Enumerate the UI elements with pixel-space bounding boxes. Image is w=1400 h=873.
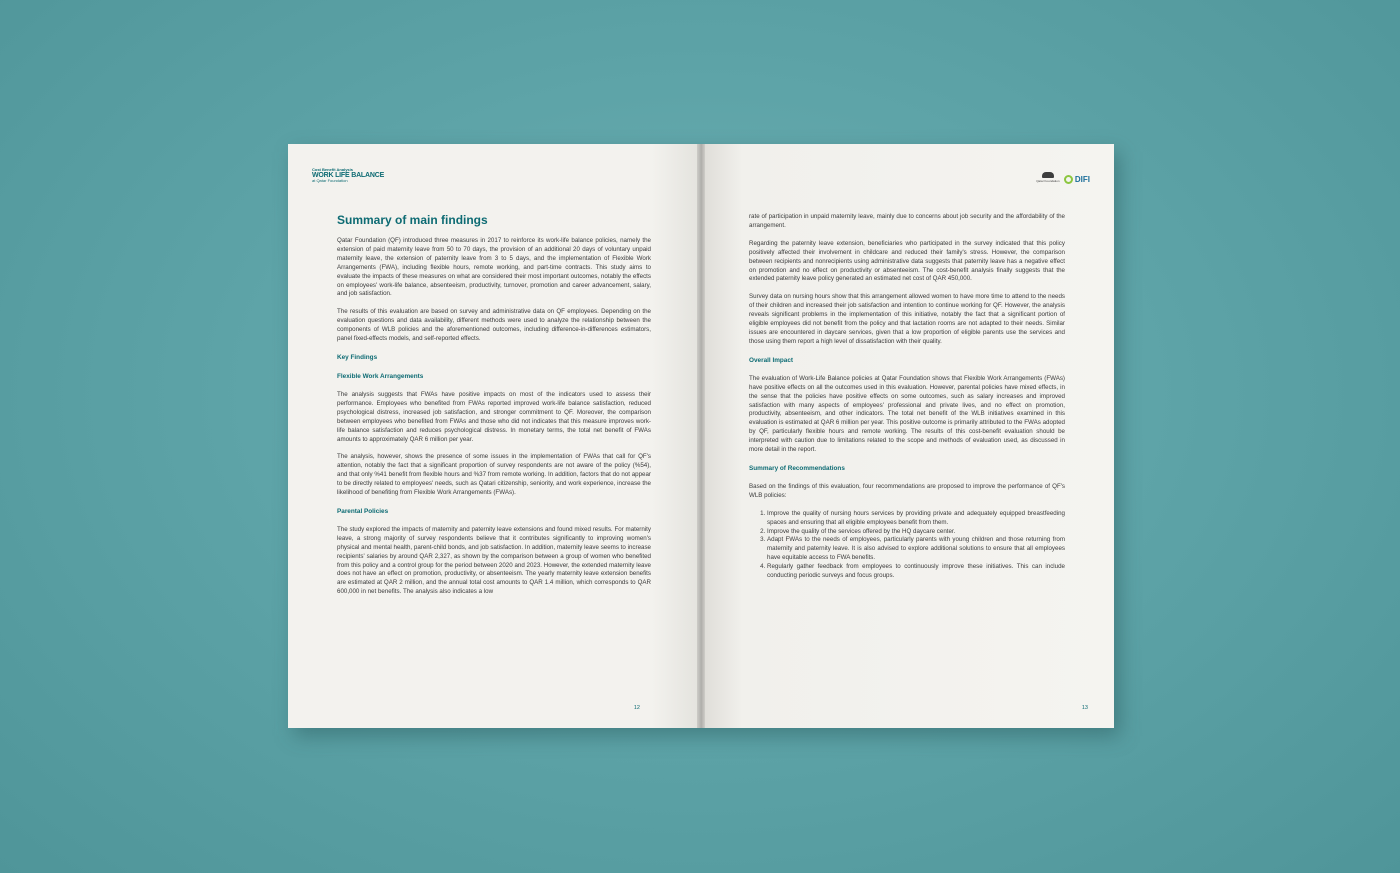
overall-impact-paragraph: The evaluation of Work-Life Balance policies at Qatar Foundation shows that Flexible Work Arrangements (FWAs) have positive effects on all the outcomes used in this evaluation. However, parental policies have mixed effects, in the sense that the policies have positive effects on some outcomes, such as salary increases and improved satisfaction with many aspects of employees' professional and private lives, and no effect on promotion, productivity, absenteeism, and other indicators. The total net benefit of the WLB initiatives examined in this evaluation is estimated at QAR 6 million per year. This positive outcome is primarily attributed to the FWAs adopted by QF, particularly flexible hours and remote working. The results of this cost-benefit evaluation should be interpreted with caution due to limitations related to the scope and methods of evaluation used, as discussed in more detail in the report. <box>749 374 1065 454</box>
list-item: 2. Improve the quality of the services offered by the HQ daycare center. <box>767 528 1065 537</box>
qatar-foundation-mark-icon <box>1042 172 1054 178</box>
recommendations-intro: Based on the findings of this evaluation, four recommendations are proposed to improve the performance of QF's WLB policies: <box>749 482 1065 499</box>
open-booklet <box>288 144 1114 728</box>
brand-line-3: at Qatar Foundation <box>312 178 348 183</box>
fwa-heading: Flexible Work Arrangements <box>337 372 424 380</box>
report-brand <box>312 168 384 183</box>
brand-line-2: WORK LIFE BALANCE <box>312 172 385 179</box>
partner-logos <box>1036 172 1090 186</box>
page-number-left: 12 <box>633 705 640 711</box>
parental-policies-heading: Parental Policies <box>337 507 389 515</box>
recommendations-list <box>749 510 1065 581</box>
qatar-foundation-logo <box>1036 172 1060 186</box>
right-page <box>701 144 1114 728</box>
difi-label: DIFI <box>1074 174 1090 184</box>
brand-line-1: Cost Benefit Analysis <box>312 167 353 172</box>
parental-paragraph-1: The study explored the impacts of maternity and paternity leave extensions and found mixed results. For maternity leave, a strong majority of survey respondents believe that it contributes significantly to improving women's physical and mental health, parent-child bonds, and job satisfaction. In addition, maternity leave seems to increase recipients' salaries by around QAR 2,327, as shown by the comparison between a group of women who benefited from this policy and a control group for the period between 2020 and 2023. However, the extended maternity leave does not have an effect on promotion, productivity, or absenteeism. The yearly maternity leave extension benefits are estimated at QAR 2 million, and the annual total cost amounts to QAR 1.4 million, which corresponds to QAR 600,000 in net benefits. The analysis also indicates a low <box>337 525 651 596</box>
list-item: 1. Improve the quality of nursing hours services by providing private and adequately equipped breastfeeding spaces and ensuring that all eligible employees benefit from them. <box>767 510 1065 528</box>
fwa-paragraph-2: The analysis, however, shows the presence of some issues in the implementation of FWAs that call for QF's attention, notably the fact that a significant proportion of survey respondents are not aware of the policy (%54), and that only %41 benefit from flexible hours and %37 from remote working. In addition, factors that do not appear to be directly related to employees' needs, such as Qatari citizenship, seniority, and work experience, increase the likelihood of benefiting from Flexible Work Arrangements (FWAs). <box>337 453 651 497</box>
book-gutter <box>697 144 705 728</box>
difi-logo <box>1064 175 1090 184</box>
right-page-content <box>749 213 1065 581</box>
left-page-content <box>337 213 651 606</box>
intro-paragraph-2: The results of this evaluation are based on survey and administrative data on QF employees. Depending on the evaluation questions and data availability, different methods were used to analyze the relationship between the components of WLB policies and the aforementioned outcomes, including difference-in-differences estimators, panel fixed-effects models, and self-reported effects. <box>337 308 651 343</box>
qatar-foundation-label: Qatar Foundation <box>1036 179 1060 183</box>
page-title: Summary of main findings <box>337 213 488 227</box>
recommendations-heading: Summary of Recommendations <box>749 464 845 472</box>
paternity-paragraph: Regarding the paternity leave extension, beneficiaries who participated in the survey indicated that this policy positively affected their involvement in childcare and reduced their family's stress. However, the comparison between recipients and nonrecipients using administrative data suggests that paternity leave has a negative effect on promotion and no effect on productivity or absenteeism. The cost-benefit analysis finally suggests that the extended paternity leave policy generated an estimated net cost of QAR 450,000. <box>749 239 1065 283</box>
nursing-hours-paragraph: Survey data on nursing hours show that this arrangement allowed women to have more time to attend to the needs of their children and increased their job satisfaction and intention to continue working for QF. However, the analysis reveals significant problems in the implementation of this initiative, notably the fact that a significant portion of eligible employees did not benefit from the policy and that lactation rooms are not adapted to their needs. Similar issues are encountered in daycare services, given that a low proportion of eligible parents use the services and those using them report a high level of dissatisfaction with their quality. <box>749 293 1065 345</box>
overall-impact-heading: Overall Impact <box>749 356 794 364</box>
list-item: 4. Regularly gather feedback from employees to continuously improve these initiatives. This can include conducting periodic surveys and focus groups. <box>767 563 1065 581</box>
left-page <box>288 144 701 728</box>
fwa-paragraph-1: The analysis suggests that FWAs have positive impacts on most of the indicators used to assess their performance. Employees who benefited from FWAs reported improved work-life balance satisfaction, reduced psychological distress, increased job satisfaction, and stronger commitment to QF. Moreover, the comparison between employees who benefited from FWAs and those who did not indicates that this measure improves work-life balance satisfaction and reduces psychological distress. In monetary terms, the total net benefit of FWAs amounts to approximately QAR 6 million per year. <box>337 390 651 443</box>
list-item: 3. Adapt FWAs to the needs of employees, particularly parents with young children and those returning from maternity and paternity leave. It is also advised to explore additional solutions to ensure that all employees have equitable access to FWA benefits. <box>767 536 1065 563</box>
intro-paragraph-1: Qatar Foundation (QF) introduced three measures in 2017 to reinforce its work-life balance policies, namely the extension of paid maternity leave from 50 to 70 days, the provision of an additional 20 days of voluntary unpaid maternity leave, the extension of paternity leave from 3 to 5 days, and the implementation of Flexible Work Arrangements (FWA), including flexible hours, remote working, and part-time contracts. This study aims to evaluate the impacts of these measures on what are considered their most important outcomes, notably the effects on employees' work-life balance, absenteeism, productivity, turnover, promotion and career advancement, salary, and job satisfaction. <box>337 237 651 298</box>
difi-ring-icon <box>1064 175 1073 184</box>
continued-paragraph: rate of participation in unpaid maternity leave, mainly due to concerns about job security and the affordability of the arrangement. <box>749 213 1065 229</box>
key-findings-heading: Key Findings <box>337 353 378 361</box>
page-number-right: 13 <box>1081 705 1088 711</box>
